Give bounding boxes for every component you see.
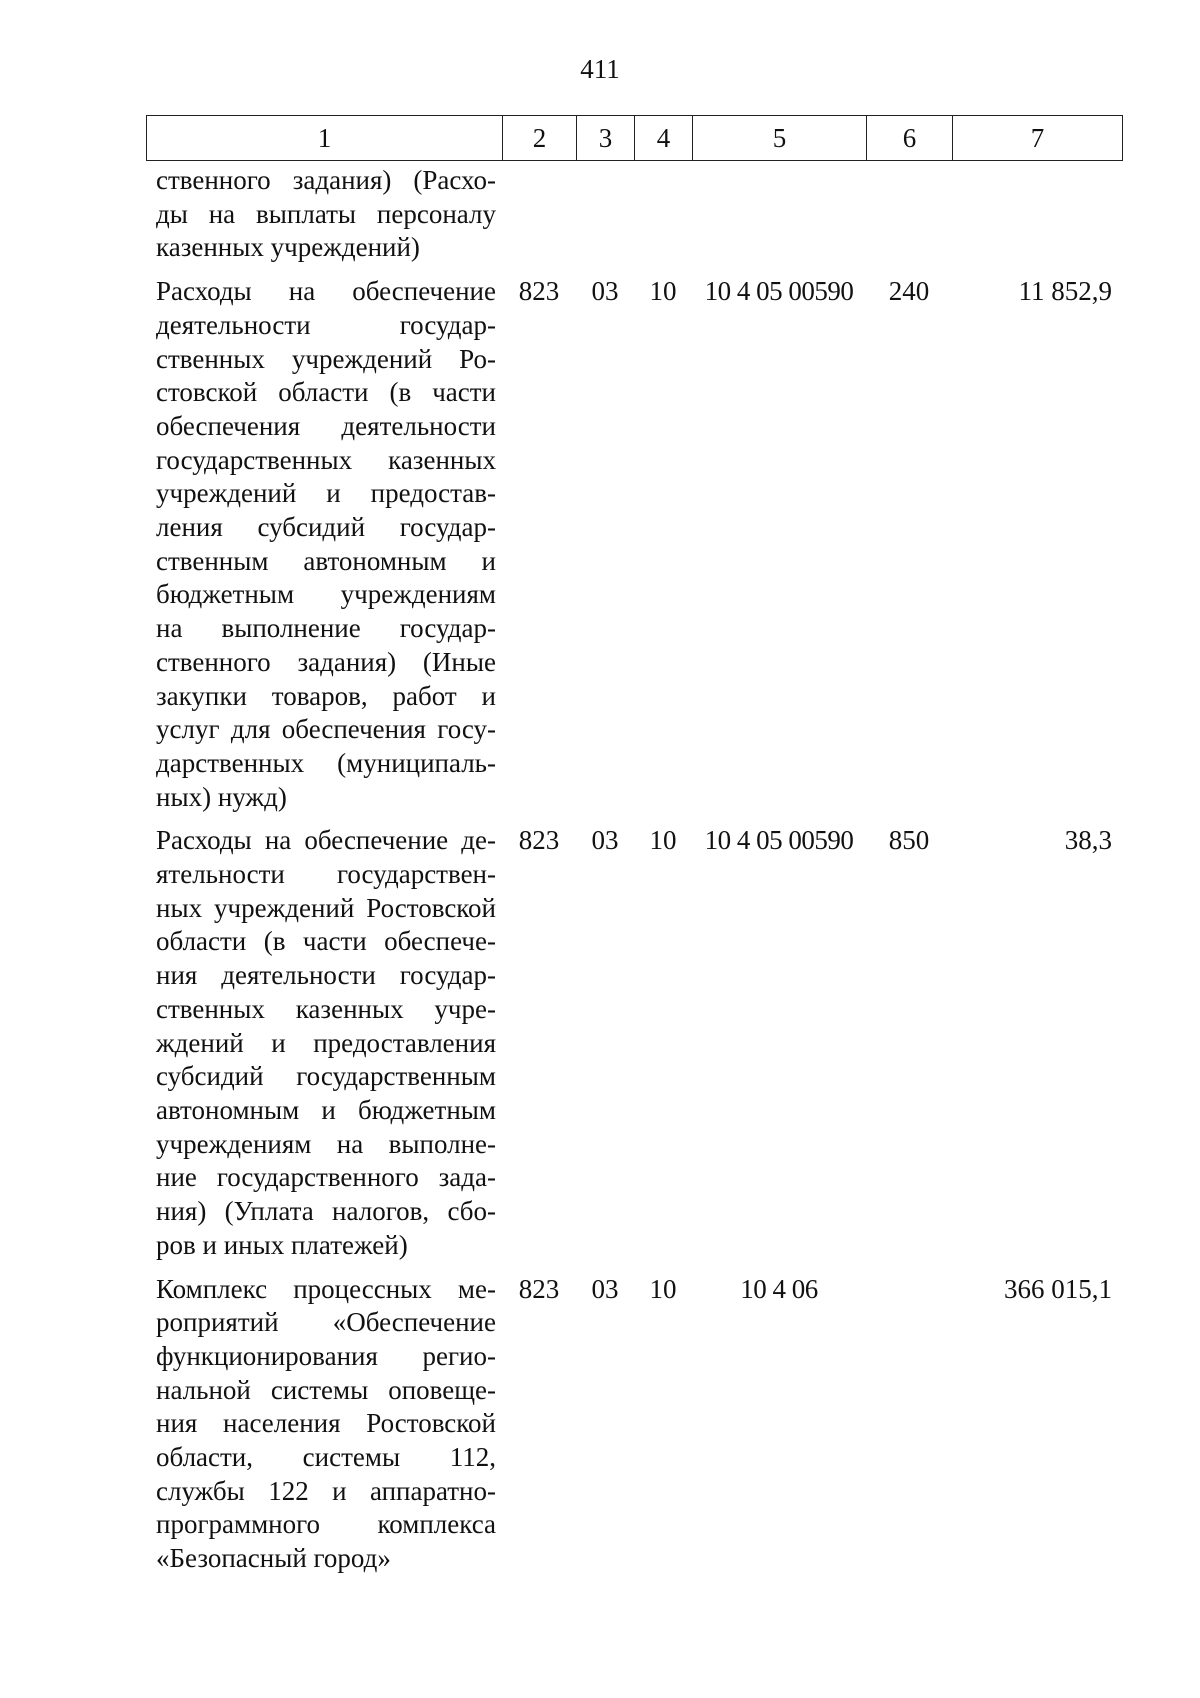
description-line: нальной системы оповеще- bbox=[156, 1374, 496, 1405]
description-line: на выполнение государ- bbox=[156, 613, 496, 644]
description-line: ния) (Уплата налогов, сбо- bbox=[156, 1196, 496, 1227]
row-description bbox=[156, 164, 496, 265]
description-line: обеспечения деятельности bbox=[156, 410, 496, 441]
expense-type-code: 850 bbox=[888, 825, 930, 856]
table-body bbox=[146, 164, 1122, 1586]
description-line: бюджетным учреждениям bbox=[156, 579, 496, 610]
description-line: Комплекс процессных ме- bbox=[156, 1273, 496, 1304]
description-line: автономным и бюджетным bbox=[156, 1094, 496, 1125]
description-line: области, системы 112, bbox=[156, 1442, 496, 1473]
description-line: функционирования регио- bbox=[156, 1340, 496, 1371]
description-line: ственных казенных учре- bbox=[156, 993, 496, 1024]
amount-value: 11 852,9 bbox=[1018, 276, 1112, 307]
expense-type-code: 240 bbox=[888, 276, 930, 307]
description-line: ных) нужд) bbox=[156, 781, 287, 812]
target-article-code: 10 4 05 00590 bbox=[704, 276, 854, 307]
description-line: Расходы на обеспечение де- bbox=[156, 825, 496, 856]
subsection-code: 10 bbox=[649, 825, 677, 856]
description-line: области (в части обеспече- bbox=[156, 926, 496, 957]
amount-value: 38,3 bbox=[1064, 825, 1112, 856]
column-header-6: 6 bbox=[867, 116, 953, 161]
description-line: закупки товаров, работ и bbox=[156, 680, 496, 711]
description-line: ятельности государствен- bbox=[156, 859, 496, 890]
target-article-code: 10 4 06 bbox=[740, 1273, 818, 1304]
description-line: «Безопасный город» bbox=[156, 1543, 391, 1574]
target-article-code: 10 4 05 00590 bbox=[704, 825, 854, 856]
table-row bbox=[146, 824, 1122, 1262]
description-line: ния деятельности государ- bbox=[156, 960, 496, 991]
description-line: учреждений и предостав- bbox=[156, 478, 496, 509]
description-line: Расходы на обеспечение bbox=[156, 276, 496, 307]
description-line: службы 122 и аппаратно- bbox=[156, 1475, 496, 1506]
description-line: ственных учреждений Ро- bbox=[156, 343, 496, 374]
table-row bbox=[146, 1273, 1122, 1576]
description-line: казенных учреждений) bbox=[156, 232, 420, 263]
section-code: 03 bbox=[591, 1273, 619, 1304]
description-line: ных учреждений Ростовской bbox=[156, 892, 496, 923]
description-line: ственного задания) (Расхо- bbox=[156, 165, 496, 195]
amount-value: 366 015,1 bbox=[1004, 1273, 1112, 1304]
subsection-code: 10 bbox=[649, 1273, 677, 1304]
description-line: субсидий государственным bbox=[156, 1061, 496, 1092]
table-header bbox=[146, 115, 1123, 161]
ministry-code: 823 bbox=[518, 1273, 560, 1304]
description-line: ственным автономным и bbox=[156, 545, 496, 576]
section-code: 03 bbox=[591, 276, 619, 307]
ministry-code: 823 bbox=[518, 825, 560, 856]
column-header-5: 5 bbox=[693, 116, 867, 161]
description-line: государственных казенных bbox=[156, 444, 496, 475]
column-header-7: 7 bbox=[953, 116, 1123, 161]
description-line: ния населения Ростовской bbox=[156, 1408, 496, 1439]
column-header-4: 4 bbox=[635, 116, 693, 161]
subsection-code: 10 bbox=[649, 276, 677, 307]
description-line: дарственных (муниципаль- bbox=[156, 747, 496, 778]
description-line: роприятий «Обеспечение bbox=[156, 1307, 496, 1338]
description-line: стовской области (в части bbox=[156, 377, 496, 408]
page-number: 411 bbox=[580, 54, 620, 84]
row-description bbox=[156, 1273, 496, 1576]
description-line: программного комплекса bbox=[156, 1509, 496, 1540]
description-line: ров и иных платежей) bbox=[156, 1229, 408, 1260]
column-header-2: 2 bbox=[503, 116, 577, 161]
description-line: учреждениям на выполне- bbox=[156, 1128, 496, 1159]
description-line: ления субсидий государ- bbox=[156, 512, 496, 543]
column-header-1: 1 bbox=[147, 116, 503, 161]
description-line: ждений и предоставления bbox=[156, 1027, 496, 1058]
section-code: 03 bbox=[591, 825, 619, 856]
description-line: услуг для обеспечения госу- bbox=[156, 714, 496, 745]
description-line: ние государственного зада- bbox=[156, 1162, 496, 1193]
table-row bbox=[146, 164, 1122, 265]
column-header-3: 3 bbox=[577, 116, 635, 161]
description-line: деятельности государ- bbox=[156, 309, 496, 340]
table-row bbox=[146, 275, 1122, 814]
row-description bbox=[156, 275, 496, 814]
ministry-code: 823 bbox=[518, 276, 560, 307]
description-line: ственного задания) (Иные bbox=[156, 646, 496, 677]
description-line: ды на выплаты персоналу bbox=[156, 198, 496, 229]
row-description bbox=[156, 824, 496, 1262]
